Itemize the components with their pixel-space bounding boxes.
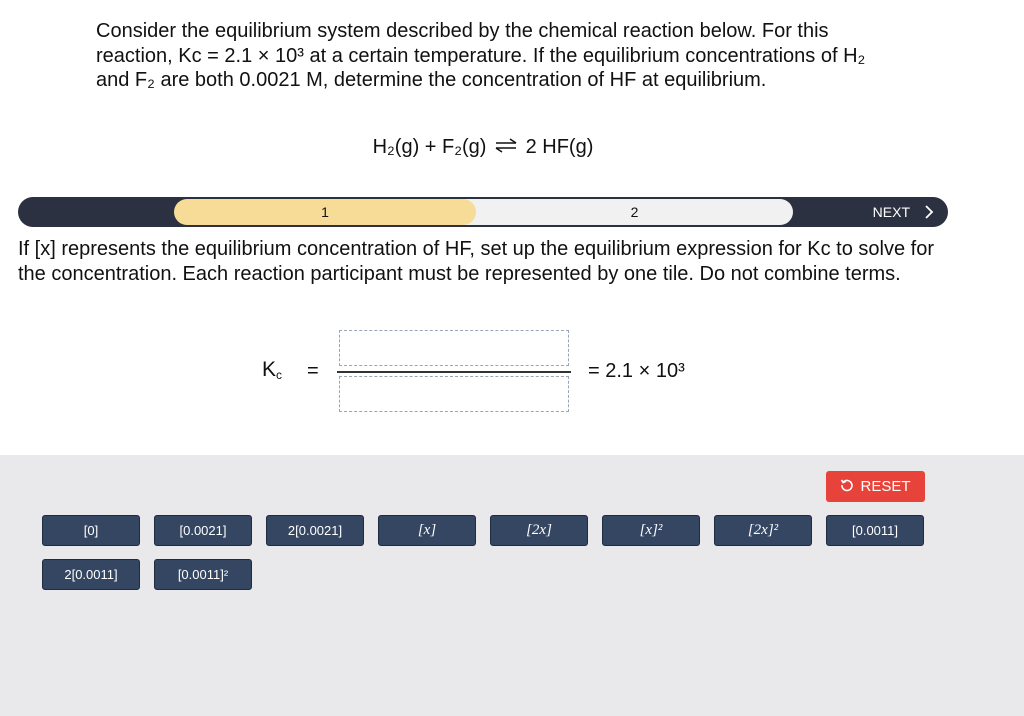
reset-button[interactable] [826,471,925,502]
kc-label: $K_c$ [262,358,283,382]
tile-x-squared[interactable]: [x]² [602,515,700,546]
numerator-drop-zone[interactable] [339,330,569,366]
reactants: H₂(g) + F₂(g) [372,136,487,158]
step-1-label: 1 [321,204,329,220]
equilibrium-expression [0,330,1024,414]
reset-label: RESET [860,478,911,495]
tile-2-0-0021[interactable]: 2[0.0021] [266,515,364,546]
tile-2-0-0011[interactable]: 2[0.0011] [42,559,140,590]
kc-subscript: c [276,368,283,382]
reset-icon [840,478,854,496]
tile-0-0021[interactable]: [0.0021] [154,515,252,546]
tile-tray [0,455,1024,716]
chevron-right-icon [924,205,934,219]
instruction-text: If [x] represents the equilibrium concentration of HF, set up the equilibrium expression for Kc to solve for the concentration. Each reaction participant must be represented by one tile. Do not combine terms. [18,238,934,285]
question-text: Consider the equilibrium system described by the chemical reaction below. For this reaction, Kc = 2.1 × 10³ at a certain temperature. If the equilibrium concentrations of H₂ and F₂ are both 0.0021 M, determine the concentration of HF at equilibrium. [96,20,866,91]
step-2-label: 2 [630,204,639,220]
tile-x[interactable]: [x] [378,515,476,546]
step-progress-bar [18,197,948,227]
reaction-equation [0,136,966,159]
tile-0-0011[interactable]: [0.0011] [826,515,924,546]
tile-0-0011-squared[interactable]: [0.0011]² [154,559,252,590]
equilibrium-arrow-icon [494,136,518,159]
step-1-tab[interactable] [174,199,476,225]
next-button[interactable] [873,197,934,227]
fraction-bar [337,371,571,373]
tile-2x-squared[interactable]: [2x]² [714,515,812,546]
next-label: NEXT [872,204,910,220]
products: 2 HF(g) [525,136,594,158]
denominator-drop-zone[interactable] [339,376,569,412]
equals-sign: = [307,360,319,382]
tile-2x[interactable]: [2x] [490,515,588,546]
step-2-tab[interactable] [438,199,793,225]
tile-0[interactable]: [0] [42,515,140,546]
kc-value: = 2.1 × 10³ [588,360,685,382]
